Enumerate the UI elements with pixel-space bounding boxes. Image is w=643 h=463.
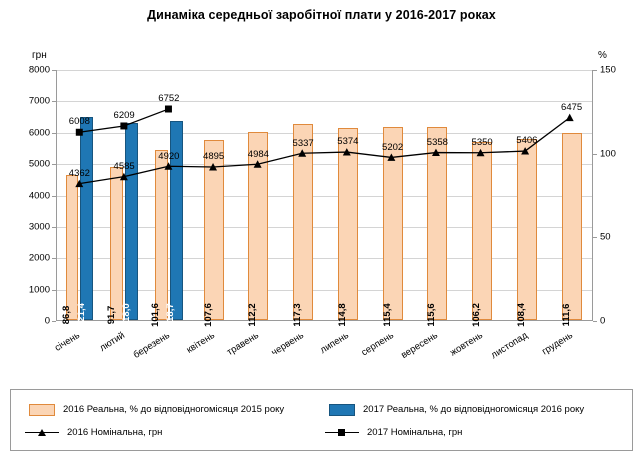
line-marker[interactable] <box>76 129 83 136</box>
bar-value-label: 111,6 <box>560 303 572 327</box>
y-tick-mark-left <box>52 290 56 291</box>
bar-value-label: 121,4 <box>75 303 87 327</box>
line-series <box>79 118 569 184</box>
y-tick-right: 0 <box>600 315 606 327</box>
x-tick-label: грудень <box>539 330 575 358</box>
y-axis-left-unit: грн <box>32 50 47 61</box>
line-marker[interactable] <box>120 122 127 129</box>
legend-marker-square-icon <box>338 429 345 436</box>
y-tick-mark-right <box>593 154 597 155</box>
y-tick-left: 3000 <box>28 221 50 233</box>
legend-label-2016-real: 2016 Реальна, % до відповідногомісяця 2015 року <box>63 404 285 415</box>
y-tick-mark-left <box>52 227 56 228</box>
bar-value-label: 118,7 <box>165 303 177 327</box>
bar-value-label: 112,2 <box>247 303 259 327</box>
x-tick-label: травень <box>225 330 262 359</box>
bar-value-label: 108,4 <box>515 303 527 327</box>
bar-value-label: 115,4 <box>381 303 393 327</box>
x-tick-label: березень <box>131 330 172 361</box>
y-tick-left: 1000 <box>28 284 50 296</box>
line-point-label: 4984 <box>247 148 269 160</box>
y-tick-mark-right <box>593 237 597 238</box>
line-point-label: 6008 <box>68 116 90 128</box>
line-series-layer <box>57 70 592 320</box>
x-tick-label: квітень <box>184 330 217 356</box>
line-point-label: 6752 <box>158 93 180 105</box>
x-tick-label: червень <box>269 330 306 359</box>
legend-swatch-2017-real <box>329 404 355 416</box>
line-point-label: 5374 <box>337 136 359 148</box>
chart-legend <box>10 389 633 451</box>
x-axis-labels <box>53 324 593 384</box>
legend-marker-triangle-icon <box>38 429 46 436</box>
y-tick-mark-right <box>593 321 597 322</box>
line-point-label: 5358 <box>426 136 448 148</box>
line-point-label: 6209 <box>113 110 135 122</box>
plot-area <box>56 70 593 327</box>
y-tick-right: 100 <box>600 148 616 160</box>
y-tick-left: 4000 <box>28 190 50 201</box>
bar-value-label: 91,7 <box>105 305 117 325</box>
y-tick-mark-left <box>52 133 56 134</box>
bar-value-label: 101,6 <box>150 303 162 327</box>
y-tick-left: 0 <box>44 315 50 327</box>
legend-label-2016-nominal: 2016 Номінальна, грн <box>67 427 163 438</box>
bar-value-label: 106,2 <box>471 303 483 327</box>
y-axis-right-unit: % <box>598 50 607 61</box>
y-tick-mark-left <box>52 164 56 165</box>
y-tick-left: 7000 <box>28 95 50 107</box>
bar-value-label: 117,3 <box>292 303 304 327</box>
legend-label-2017-real: 2017 Реальна, % до відповідногомісяця 2016 року <box>363 404 585 415</box>
line-point-label: 5337 <box>292 137 314 149</box>
line-point-label: 4362 <box>68 168 90 180</box>
y-tick-right: 150 <box>600 64 616 76</box>
x-tick-label: вересень <box>399 330 441 362</box>
y-tick-left: 5000 <box>28 158 50 170</box>
y-tick-mark-left <box>52 196 56 197</box>
bar-value-label: 115,6 <box>426 303 438 327</box>
line-point-label: 4895 <box>203 151 225 163</box>
y-tick-mark-left <box>52 258 56 259</box>
line-point-label: 6475 <box>561 101 583 113</box>
y-tick-left: 2000 <box>28 252 50 264</box>
y-tick-right: 50 <box>600 231 611 243</box>
x-tick-label: липень <box>318 330 351 357</box>
legend-label-2017-nominal: 2017 Номінальна, грн <box>367 427 463 438</box>
x-tick-label: листопад <box>489 330 530 362</box>
y-tick-left: 8000 <box>28 64 50 76</box>
line-point-label: 4585 <box>113 161 135 173</box>
y-tick-mark-left <box>52 70 56 71</box>
bar-value-label: 114,8 <box>336 303 348 327</box>
x-tick-label: лютий <box>97 330 127 354</box>
bar-value-label: 86,8 <box>60 305 72 325</box>
line-point-label: 4920 <box>158 150 180 162</box>
chart-title: Динаміка середньої заробітної плати у 2016-2017 роках <box>147 8 496 22</box>
legend-swatch-2016-real <box>29 404 55 416</box>
x-tick-label: серпень <box>359 330 396 359</box>
x-tick-label: жовтень <box>448 330 485 359</box>
line-marker[interactable] <box>165 106 172 113</box>
y-tick-left: 6000 <box>28 127 50 139</box>
line-point-label: 5406 <box>516 135 538 147</box>
line-point-label: 5350 <box>471 137 493 149</box>
x-tick-label: січень <box>53 330 83 354</box>
y-tick-mark-left <box>52 101 56 102</box>
line-point-label: 5202 <box>382 141 404 153</box>
bar-value-label: 118,0 <box>120 303 132 327</box>
line-marker[interactable] <box>566 114 574 121</box>
y-tick-mark-right <box>593 70 597 71</box>
y-tick-mark-left <box>52 321 56 322</box>
bar-value-label: 107,6 <box>202 303 214 327</box>
